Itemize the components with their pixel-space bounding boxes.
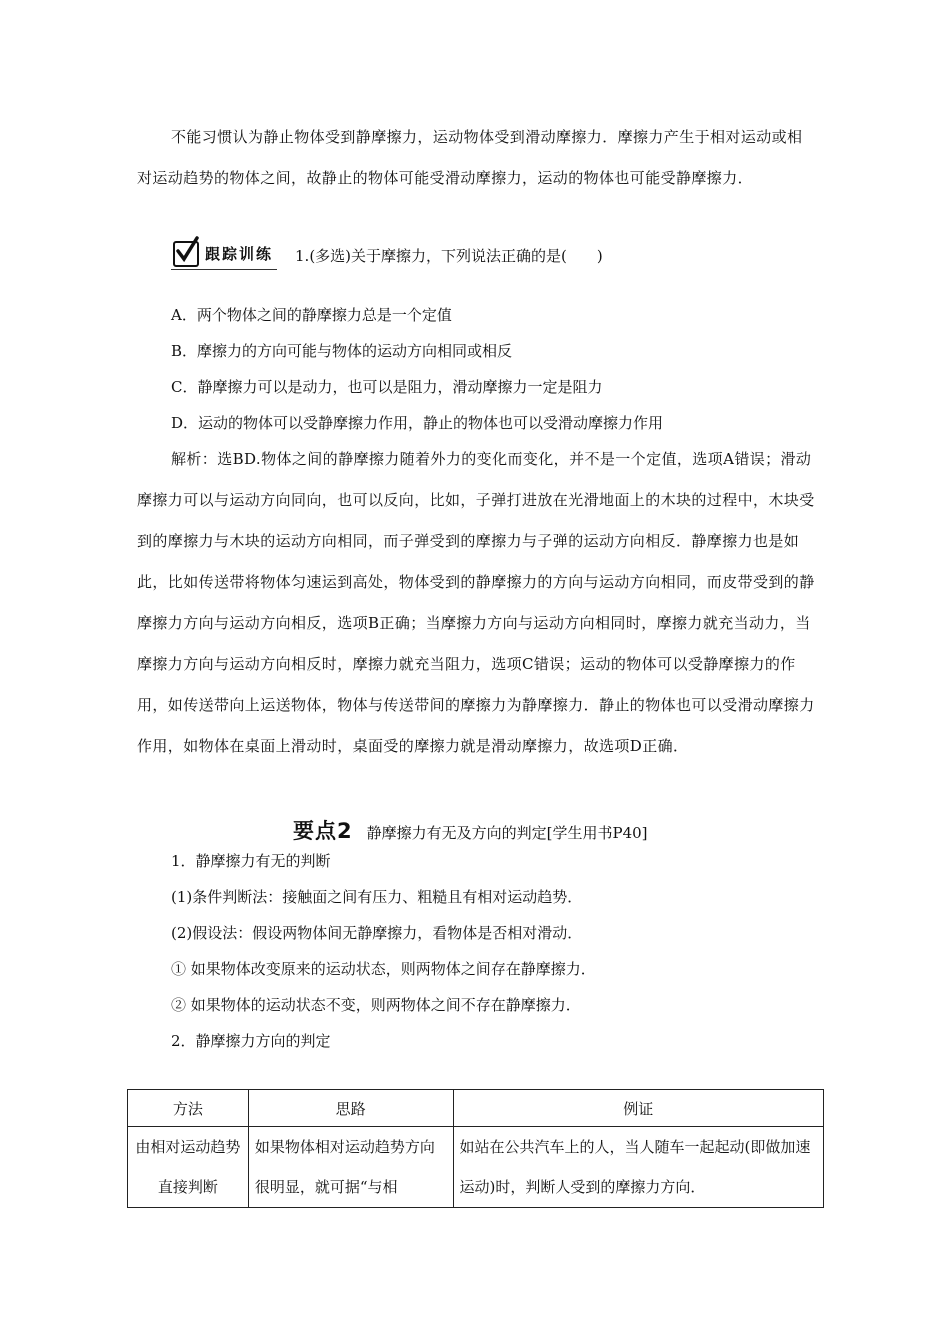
track-training-header bbox=[171, 240, 603, 270]
table-cell: 由相对运动趋势直接判断 bbox=[128, 1127, 249, 1208]
track-training-badge bbox=[171, 241, 277, 270]
table-header: 例证 bbox=[453, 1090, 823, 1127]
point-item: ① 如果物体改变原来的运动状态，则两物体之间存在静摩擦力． bbox=[171, 960, 596, 978]
option-b: B．摩擦力的方向可能与物体的运动方向相同或相反 bbox=[171, 342, 513, 360]
point-item: (2)假设法：假设两物体间无静摩擦力，看物体是否相对滑动． bbox=[171, 924, 583, 942]
table-row bbox=[128, 1127, 824, 1208]
point-item: (1)条件判断法：接触面之间有压力、粗糙且有相对运动趋势． bbox=[171, 888, 583, 906]
section-title: 静摩擦力有无及方向的判定[学生用书P40] bbox=[366, 824, 648, 842]
option-c: C．静摩擦力可以是动力，也可以是阻力，滑动摩擦力一定是阻力 bbox=[171, 378, 603, 396]
track-training-label: 跟踪训练 bbox=[205, 245, 274, 263]
point-heading-2: 2．静摩擦力方向的判定 bbox=[171, 1032, 331, 1050]
question-text: 1.(多选)关于摩擦力，下列说法正确的是( ) bbox=[295, 246, 603, 265]
check-icon bbox=[173, 241, 199, 267]
intro-paragraph: 不能习惯认为静止物体受到静摩擦力，运动物体受到滑动摩擦力．摩擦力产生于相对运动或相对运动趋势的物体之间，故静止的物体可能受滑动摩擦力，运动的物体也可能受静摩擦力． bbox=[137, 128, 803, 187]
table-cell: 如站在公共汽车上的人，当人随车一起起动(即做加速运动)时，判断人受到的摩擦力方向． bbox=[453, 1127, 823, 1208]
section-heading bbox=[293, 815, 648, 845]
point-item: ② 如果物体的运动状态不变，则两物体之间不存在静摩擦力． bbox=[171, 996, 581, 1014]
table-header: 思路 bbox=[248, 1090, 453, 1127]
table-cell: 如果物体相对运动趋势方向很明显，就可据“与相 bbox=[248, 1127, 453, 1208]
point-heading-1: 1．静摩擦力有无的判断 bbox=[171, 852, 331, 870]
table-header: 方法 bbox=[128, 1090, 249, 1127]
method-table bbox=[127, 1089, 824, 1208]
option-a: A．两个物体之间的静摩擦力总是一个定值 bbox=[171, 306, 452, 324]
analysis-paragraph: 解析：选BD.物体之间的静摩擦力随着外力的变化而变化，并不是一个定值，选项A错误；滑动摩擦力可以与运动方向同向，也可以反向，比如，子弹打进放在光滑地面上的木块的过程中，木块受到的摩擦力与木块的运动方向相同，而子弹受到的摩擦力与子弹的运动方向相反．静摩擦力也是如此，比如传送带将物体匀速运到高处，物体受到的静摩擦力的方向与运动方向相同，而皮带受到的静摩擦力方向与运动方向相反，选项B正确；当摩擦力方向与运动方向相同时，摩擦力就充当动力，当摩擦力方向与运动方向相反时，摩擦力就充当阻力，选项C错误；运动的物体可以受静摩擦力的作用，如传送带向上运送物体，物体与传送带间的摩擦力为静摩擦力．静止的物体也可以受滑动摩擦力作用，如物体在桌面上滑动时，桌面受的摩擦力就是滑动摩擦力，故选项D正确． bbox=[137, 450, 815, 755]
table-header-row bbox=[128, 1090, 824, 1127]
section-key: 要点2 bbox=[293, 819, 353, 843]
option-d: D．运动的物体可以受静摩擦力作用，静止的物体也可以受滑动摩擦力作用 bbox=[171, 414, 664, 432]
